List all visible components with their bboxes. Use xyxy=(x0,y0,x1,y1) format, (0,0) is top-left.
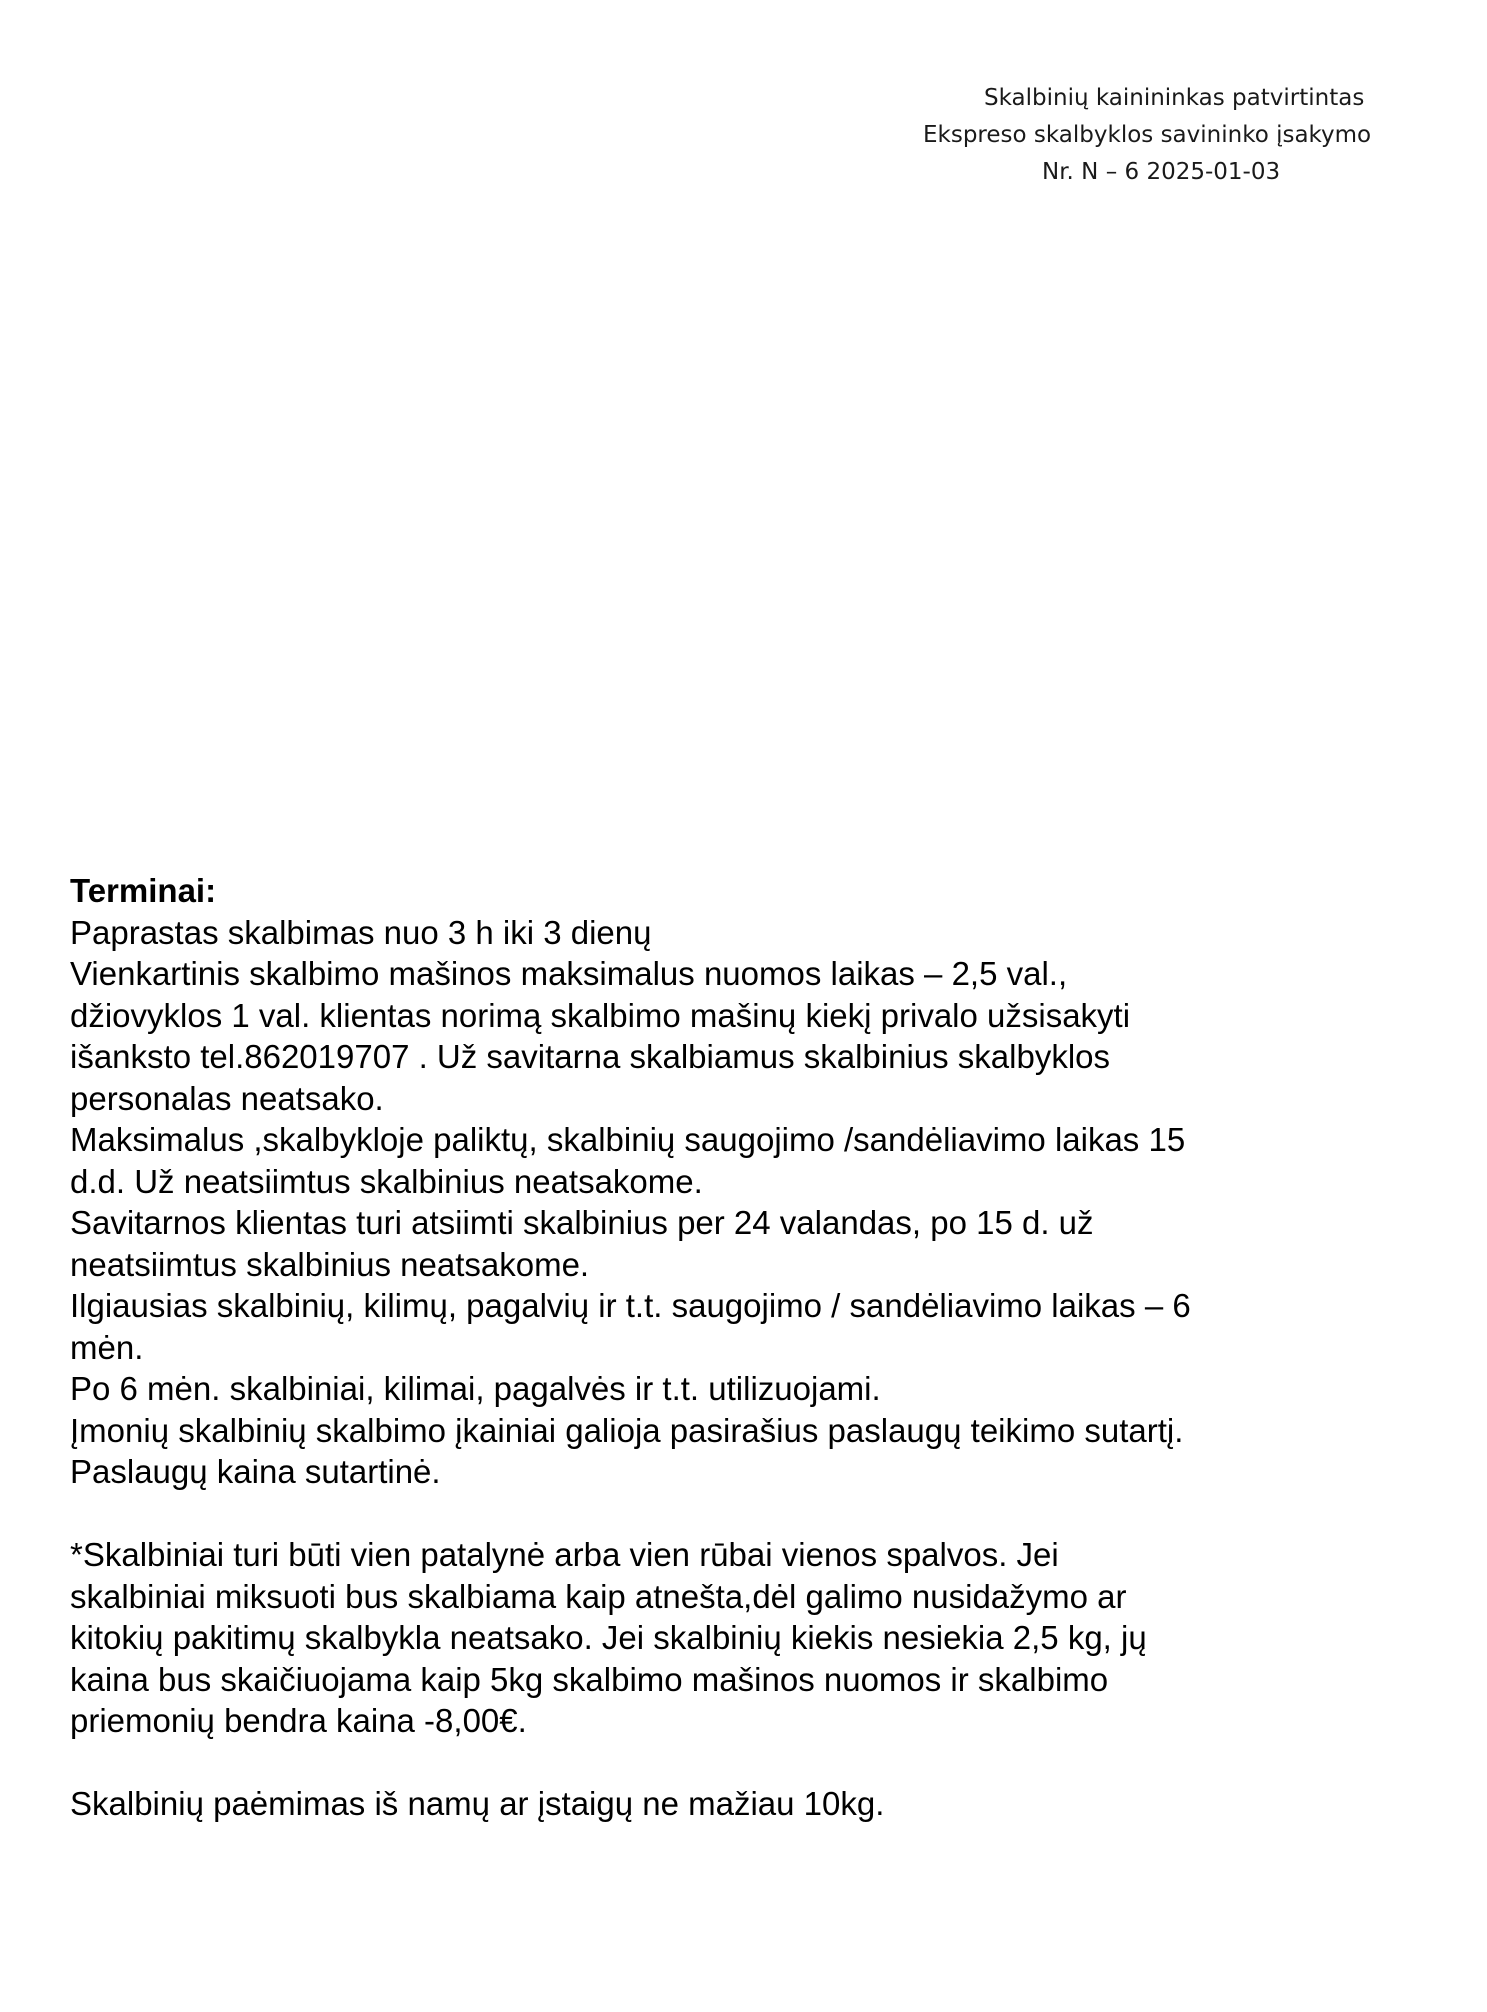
terms-line: išanksto tel.862019707 . Už savitarna skalbiamus skalbinius skalbyklos xyxy=(70,1038,1111,1075)
note-line: skalbiniai miksuoti bus skalbiama kaip atnešta,dėl galimo nusidažymo ar xyxy=(70,1577,1127,1615)
terms-line: d.d. Už neatsiimtus skalbinius neatsakome. xyxy=(70,1162,703,1200)
terms-line: Savitarnos klientas turi atsiimti skalbinius per 24 valandas, po 15 d. už xyxy=(70,1204,1094,1241)
terms-line: Vienkartinis skalbimo mašinos maksimalus nuomos laikas – 2,5 val., xyxy=(70,955,1068,992)
approval-line-1: Skalbinių kainininkas patvirtintas xyxy=(984,85,1365,111)
terms-line: Paslaugų kaina sutartinė. xyxy=(70,1453,441,1490)
terms-line: Ilgiausias skalbinių, kilimų, pagalvių ir t.t. saugojimo / sandėliavimo laikas – 6 xyxy=(70,1287,1191,1324)
note-line: priemonių bendra kaina -8,00€. xyxy=(70,1702,527,1739)
terms-line: Maksimalus ,skalbykloje paliktų, skalbinių saugojimo /sandėliavimo laikas 15 xyxy=(70,1121,1186,1158)
terms-line: neatsiimtus skalbinius neatsakome. xyxy=(70,1245,590,1283)
paragraph-gap xyxy=(70,1742,1450,1784)
terms-line: Įmonių skalbinių skalbimo įkainiai galioja pasirašius paslaugų teikimo sutartį. xyxy=(70,1411,1184,1449)
approval-line-2: Ekspreso skalbyklos savininko įsakymo xyxy=(923,122,1372,148)
note-line: *Skalbiniai turi būti vien patalynė arba vien rūbai vienos spalvos. Jei xyxy=(70,1536,1059,1573)
terms-line: džiovyklos 1 val. klientas norimą skalbimo mašinų kiekį privalo užsisakyti xyxy=(70,996,1131,1034)
paragraph-gap xyxy=(70,1493,1450,1535)
note-line: kitokių pakitimų skalbykla neatsako. Jei skalbinių kiekis nesiekia 2,5 kg, jų xyxy=(70,1619,1147,1656)
approval-note xyxy=(900,80,1480,191)
terms-section xyxy=(70,870,1450,1825)
terms-line: personalas neatsako. xyxy=(70,1079,384,1117)
note-line: kaina bus skaičiuojama kaip 5kg skalbimo mašinos nuomos ir skalbimo xyxy=(70,1660,1109,1698)
pickup-line: Skalbinių paėmimas iš namų ar įstaigų ne mažiau 10kg. xyxy=(70,1785,885,1822)
terms-line: Paprastas skalbimas nuo 3 h iki 3 dienų xyxy=(70,913,652,951)
approval-line-3: Nr. N – 6 2025-01-03 xyxy=(1042,159,1281,185)
terms-line: mėn. xyxy=(70,1328,144,1366)
terms-line: Po 6 mėn. skalbiniai, kilimai, pagalvės ir t.t. utilizuojami. xyxy=(70,1370,881,1407)
terms-heading: Terminai: xyxy=(70,872,217,909)
